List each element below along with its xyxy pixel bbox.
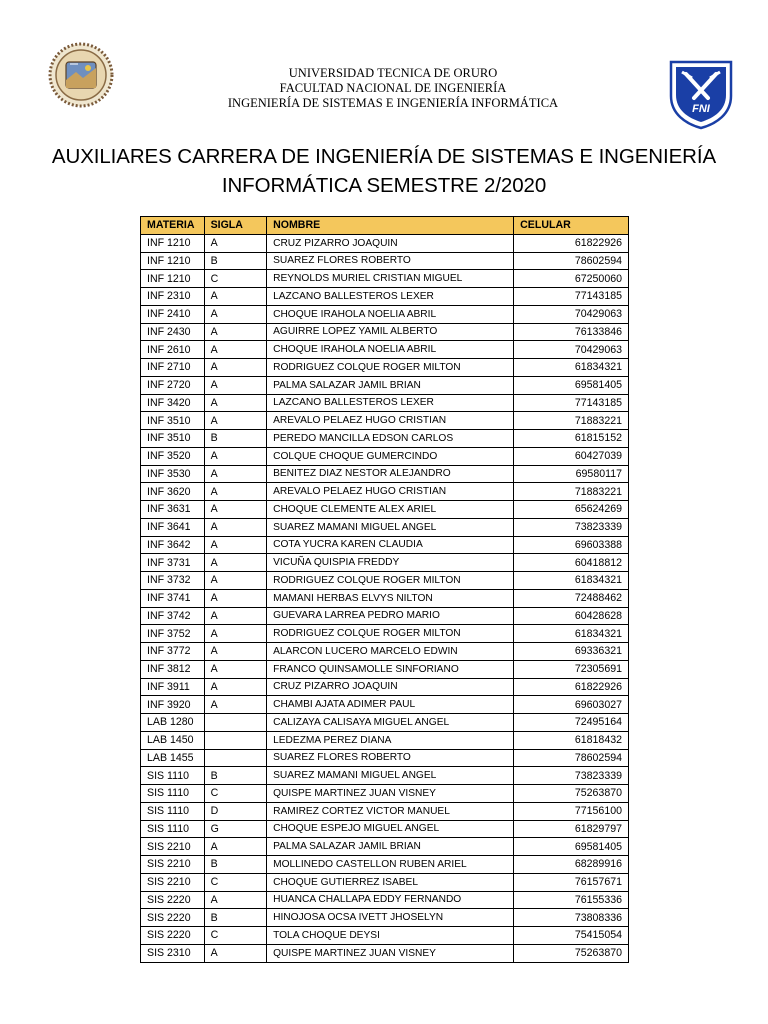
cell-sigla: C bbox=[204, 270, 267, 288]
cell-sigla: A bbox=[204, 643, 267, 661]
cell-materia: SIS 2310 bbox=[141, 944, 205, 962]
cell-celular: 71883221 bbox=[514, 412, 629, 430]
table-row bbox=[141, 554, 629, 572]
cell-sigla bbox=[204, 731, 267, 749]
university-seal-icon bbox=[48, 42, 114, 108]
cell-sigla: A bbox=[204, 305, 267, 323]
cell-sigla: A bbox=[204, 323, 267, 341]
cell-celular: 72488462 bbox=[514, 589, 629, 607]
cell-celular: 61815152 bbox=[514, 430, 629, 448]
cell-materia: INF 3731 bbox=[141, 554, 205, 572]
table-row bbox=[141, 927, 629, 945]
cell-materia: INF 3642 bbox=[141, 536, 205, 554]
cell-celular: 76133846 bbox=[514, 323, 629, 341]
cell-celular: 75263870 bbox=[514, 785, 629, 803]
cell-celular: 60427039 bbox=[514, 447, 629, 465]
cell-celular: 73823339 bbox=[514, 518, 629, 536]
cell-celular: 78602594 bbox=[514, 252, 629, 270]
cell-nombre: COLQUE CHOQUE GUMERCINDO bbox=[267, 447, 514, 465]
fni-shield-icon bbox=[668, 58, 734, 130]
table-row bbox=[141, 944, 629, 962]
header-celular: CELULAR bbox=[514, 217, 629, 235]
cell-sigla: A bbox=[204, 696, 267, 714]
cell-sigla: C bbox=[204, 873, 267, 891]
cell-materia: SIS 1110 bbox=[141, 785, 205, 803]
table-row bbox=[141, 536, 629, 554]
cell-sigla: A bbox=[204, 518, 267, 536]
header-sigla: SIGLA bbox=[204, 217, 267, 235]
document-title bbox=[30, 142, 738, 200]
cell-celular: 77143185 bbox=[514, 394, 629, 412]
cell-nombre: CALIZAYA CALISAYA MIGUEL ANGEL bbox=[267, 714, 514, 732]
cell-materia: SIS 2210 bbox=[141, 873, 205, 891]
cell-materia: INF 3631 bbox=[141, 501, 205, 519]
cell-nombre: CHOQUE IRAHOLA NOELIA ABRIL bbox=[267, 305, 514, 323]
cell-celular: 61834321 bbox=[514, 625, 629, 643]
cell-celular: 61822926 bbox=[514, 678, 629, 696]
assistants-table bbox=[140, 216, 629, 963]
cell-materia: SIS 2210 bbox=[141, 838, 205, 856]
cell-materia: LAB 1280 bbox=[141, 714, 205, 732]
cell-nombre: BENITEZ DIAZ NESTOR ALEJANDRO bbox=[267, 465, 514, 483]
cell-sigla: A bbox=[204, 341, 267, 359]
table-row bbox=[141, 270, 629, 288]
cell-materia: SIS 1110 bbox=[141, 802, 205, 820]
cell-sigla: C bbox=[204, 785, 267, 803]
cell-sigla: B bbox=[204, 767, 267, 785]
cell-nombre: RODRIGUEZ COLQUE ROGER MILTON bbox=[267, 625, 514, 643]
cell-materia: INF 2430 bbox=[141, 323, 205, 341]
cell-celular: 60418812 bbox=[514, 554, 629, 572]
cell-nombre: GUEVARA LARREA PEDRO MARIO bbox=[267, 607, 514, 625]
cell-materia: INF 2310 bbox=[141, 288, 205, 306]
cell-nombre: RODRIGUEZ COLQUE ROGER MILTON bbox=[267, 572, 514, 590]
cell-materia: INF 3920 bbox=[141, 696, 205, 714]
cell-sigla: A bbox=[204, 465, 267, 483]
cell-sigla: C bbox=[204, 927, 267, 945]
cell-sigla: A bbox=[204, 660, 267, 678]
cell-materia: INF 1210 bbox=[141, 252, 205, 270]
cell-materia: LAB 1455 bbox=[141, 749, 205, 767]
cell-sigla: A bbox=[204, 483, 267, 501]
cell-celular: 78602594 bbox=[514, 749, 629, 767]
table-row bbox=[141, 483, 629, 501]
cell-celular: 61818432 bbox=[514, 731, 629, 749]
cell-sigla: A bbox=[204, 589, 267, 607]
cell-nombre: LAZCANO BALLESTEROS LEXER bbox=[267, 394, 514, 412]
cell-materia: INF 3620 bbox=[141, 483, 205, 501]
cell-materia: INF 3510 bbox=[141, 430, 205, 448]
title-line-2: INFORMÁTICA SEMESTRE 2/2020 bbox=[221, 174, 547, 197]
cell-materia: INF 3641 bbox=[141, 518, 205, 536]
cell-sigla: G bbox=[204, 820, 267, 838]
header-nombre: NOMBRE bbox=[267, 217, 514, 235]
cell-celular: 68289916 bbox=[514, 856, 629, 874]
cell-sigla: B bbox=[204, 909, 267, 927]
shield-label: FNI bbox=[692, 103, 710, 115]
cell-celular: 75415054 bbox=[514, 927, 629, 945]
table-row bbox=[141, 465, 629, 483]
cell-celular: 61822926 bbox=[514, 234, 629, 252]
cell-sigla: A bbox=[204, 536, 267, 554]
table-row bbox=[141, 589, 629, 607]
cell-nombre: TOLA CHOQUE DEYSI bbox=[267, 927, 514, 945]
cell-materia: INF 3530 bbox=[141, 465, 205, 483]
cell-nombre: FRANCO QUINSAMOLLE SINFORIANO bbox=[267, 660, 514, 678]
table-row bbox=[141, 394, 629, 412]
cell-nombre: HUANCA CHALLAPA EDDY FERNANDO bbox=[267, 891, 514, 909]
cell-sigla: A bbox=[204, 625, 267, 643]
university-name: UNIVERSIDAD TECNICA DE ORURO bbox=[288, 66, 498, 80]
cell-nombre: QUISPE MARTINEZ JUAN VISNEY bbox=[267, 944, 514, 962]
cell-nombre: LEDEZMA PEREZ DIANA bbox=[267, 731, 514, 749]
cell-nombre: PEREDO MANCILLA EDSON CARLOS bbox=[267, 430, 514, 448]
cell-sigla: A bbox=[204, 447, 267, 465]
cell-materia: INF 3812 bbox=[141, 660, 205, 678]
table-row bbox=[141, 856, 629, 874]
cell-sigla: A bbox=[204, 607, 267, 625]
cell-sigla: A bbox=[204, 288, 267, 306]
cell-celular: 69580117 bbox=[514, 465, 629, 483]
cell-celular: 76157671 bbox=[514, 873, 629, 891]
cell-sigla: A bbox=[204, 554, 267, 572]
cell-nombre: SUAREZ MAMANI MIGUEL ANGEL bbox=[267, 518, 514, 536]
table-row bbox=[141, 572, 629, 590]
cell-nombre: CHAMBI AJATA ADIMER PAUL bbox=[267, 696, 514, 714]
cell-celular: 69603388 bbox=[514, 536, 629, 554]
table-row bbox=[141, 678, 629, 696]
cell-nombre: SUAREZ FLORES ROBERTO bbox=[267, 252, 514, 270]
cell-materia: INF 3911 bbox=[141, 678, 205, 696]
table-row bbox=[141, 802, 629, 820]
table-row bbox=[141, 891, 629, 909]
cell-sigla: A bbox=[204, 501, 267, 519]
table-row bbox=[141, 447, 629, 465]
cell-materia: INF 1210 bbox=[141, 270, 205, 288]
cell-materia: INF 1210 bbox=[141, 234, 205, 252]
table-row bbox=[141, 252, 629, 270]
cell-nombre: AREVALO PELAEZ HUGO CRISTIAN bbox=[267, 483, 514, 501]
table-row bbox=[141, 607, 629, 625]
table-row bbox=[141, 643, 629, 661]
cell-materia: SIS 2220 bbox=[141, 927, 205, 945]
institution-header bbox=[150, 66, 636, 111]
cell-nombre: RODRIGUEZ COLQUE ROGER MILTON bbox=[267, 359, 514, 377]
cell-nombre: CHOQUE ESPEJO MIGUEL ANGEL bbox=[267, 820, 514, 838]
cell-nombre: QUISPE MARTINEZ JUAN VISNEY bbox=[267, 785, 514, 803]
cell-nombre: AGUIRRE LOPEZ YAMIL ALBERTO bbox=[267, 323, 514, 341]
cell-sigla: B bbox=[204, 252, 267, 270]
cell-materia: INF 3732 bbox=[141, 572, 205, 590]
cell-nombre: REYNOLDS MURIEL CRISTIAN MIGUEL bbox=[267, 270, 514, 288]
table-row bbox=[141, 288, 629, 306]
cell-nombre: PALMA SALAZAR JAMIL BRIAN bbox=[267, 838, 514, 856]
cell-materia: INF 3510 bbox=[141, 412, 205, 430]
cell-sigla: A bbox=[204, 394, 267, 412]
cell-nombre: CHOQUE IRAHOLA NOELIA ABRIL bbox=[267, 341, 514, 359]
cell-nombre: COTA YUCRA KAREN CLAUDIA bbox=[267, 536, 514, 554]
cell-materia: SIS 2220 bbox=[141, 891, 205, 909]
cell-nombre: HINOJOSA OCSA IVETT JHOSELYN bbox=[267, 909, 514, 927]
cell-celular: 70429063 bbox=[514, 341, 629, 359]
table-row bbox=[141, 785, 629, 803]
table-row bbox=[141, 430, 629, 448]
cell-materia: INF 2720 bbox=[141, 376, 205, 394]
cell-celular: 76155336 bbox=[514, 891, 629, 909]
cell-nombre: MAMANI HERBAS ELVYS NILTON bbox=[267, 589, 514, 607]
cell-celular: 69603027 bbox=[514, 696, 629, 714]
table-header-row bbox=[141, 217, 629, 235]
cell-sigla: A bbox=[204, 376, 267, 394]
cell-celular: 65624269 bbox=[514, 501, 629, 519]
table-row bbox=[141, 838, 629, 856]
cell-celular: 77143185 bbox=[514, 288, 629, 306]
cell-celular: 77156100 bbox=[514, 802, 629, 820]
table-row bbox=[141, 714, 629, 732]
program-name: INGENIERÍA DE SISTEMAS E INGENIERÍA INFORMÁTICA bbox=[227, 96, 559, 110]
cell-materia: SIS 1110 bbox=[141, 767, 205, 785]
cell-nombre: CHOQUE CLEMENTE ALEX ARIEL bbox=[267, 501, 514, 519]
cell-materia: INF 3520 bbox=[141, 447, 205, 465]
cell-celular: 70429063 bbox=[514, 305, 629, 323]
table-row bbox=[141, 501, 629, 519]
table-row bbox=[141, 660, 629, 678]
cell-sigla: A bbox=[204, 412, 267, 430]
cell-celular: 72495164 bbox=[514, 714, 629, 732]
cell-materia: INF 2410 bbox=[141, 305, 205, 323]
cell-nombre: MOLLINEDO CASTELLON RUBEN ARIEL bbox=[267, 856, 514, 874]
cell-nombre: PALMA SALAZAR JAMIL BRIAN bbox=[267, 376, 514, 394]
table-row bbox=[141, 625, 629, 643]
table-row bbox=[141, 323, 629, 341]
cell-nombre: VICUÑA QUISPIA FREDDY bbox=[267, 554, 514, 572]
cell-nombre: CRUZ PIZARRO JOAQUIN bbox=[267, 678, 514, 696]
cell-celular: 61834321 bbox=[514, 359, 629, 377]
cell-sigla: A bbox=[204, 678, 267, 696]
cell-sigla: A bbox=[204, 572, 267, 590]
cell-nombre: ALARCON LUCERO MARCELO EDWIN bbox=[267, 643, 514, 661]
cell-nombre: SUAREZ MAMANI MIGUEL ANGEL bbox=[267, 767, 514, 785]
cell-celular: 67250060 bbox=[514, 270, 629, 288]
table-row bbox=[141, 767, 629, 785]
cell-celular: 61834321 bbox=[514, 572, 629, 590]
table-body bbox=[141, 234, 629, 962]
cell-celular: 61829797 bbox=[514, 820, 629, 838]
cell-sigla bbox=[204, 714, 267, 732]
table-row bbox=[141, 820, 629, 838]
cell-sigla: A bbox=[204, 838, 267, 856]
table-row bbox=[141, 341, 629, 359]
cell-celular: 69581405 bbox=[514, 838, 629, 856]
cell-celular: 73808336 bbox=[514, 909, 629, 927]
table-row bbox=[141, 749, 629, 767]
faculty-name: FACULTAD NACIONAL DE INGENIERÍA bbox=[279, 81, 507, 95]
cell-sigla: A bbox=[204, 359, 267, 377]
cell-materia: INF 3752 bbox=[141, 625, 205, 643]
cell-materia: INF 3420 bbox=[141, 394, 205, 412]
table-row bbox=[141, 305, 629, 323]
header-materia: MATERIA bbox=[141, 217, 205, 235]
cell-nombre: SUAREZ FLORES ROBERTO bbox=[267, 749, 514, 767]
cell-sigla: B bbox=[204, 430, 267, 448]
cell-sigla: A bbox=[204, 234, 267, 252]
cell-celular: 72305691 bbox=[514, 660, 629, 678]
cell-materia: SIS 2210 bbox=[141, 856, 205, 874]
cell-celular: 69581405 bbox=[514, 376, 629, 394]
table-row bbox=[141, 731, 629, 749]
cell-sigla: D bbox=[204, 802, 267, 820]
cell-materia: SIS 2220 bbox=[141, 909, 205, 927]
cell-celular: 75263870 bbox=[514, 944, 629, 962]
cell-materia: INF 3741 bbox=[141, 589, 205, 607]
table-row bbox=[141, 909, 629, 927]
cell-sigla bbox=[204, 749, 267, 767]
cell-nombre: LAZCANO BALLESTEROS LEXER bbox=[267, 288, 514, 306]
cell-nombre: CHOQUE GUTIERREZ ISABEL bbox=[267, 873, 514, 891]
table-row bbox=[141, 873, 629, 891]
cell-materia: INF 2710 bbox=[141, 359, 205, 377]
cell-nombre: AREVALO PELAEZ HUGO CRISTIAN bbox=[267, 412, 514, 430]
cell-celular: 60428628 bbox=[514, 607, 629, 625]
cell-celular: 69336321 bbox=[514, 643, 629, 661]
cell-materia: INF 3772 bbox=[141, 643, 205, 661]
cell-materia: LAB 1450 bbox=[141, 731, 205, 749]
cell-sigla: B bbox=[204, 856, 267, 874]
title-line-1: AUXILIARES CARRERA DE INGENIERÍA DE SISTEMAS E INGENIERÍA bbox=[51, 145, 717, 168]
cell-materia: INF 2610 bbox=[141, 341, 205, 359]
cell-celular: 71883221 bbox=[514, 483, 629, 501]
cell-materia: SIS 1110 bbox=[141, 820, 205, 838]
table-row bbox=[141, 696, 629, 714]
table-row bbox=[141, 359, 629, 377]
cell-nombre: CRUZ PIZARRO JOAQUIN bbox=[267, 234, 514, 252]
table-row bbox=[141, 518, 629, 536]
cell-celular: 73823339 bbox=[514, 767, 629, 785]
cell-materia: INF 3742 bbox=[141, 607, 205, 625]
table-row bbox=[141, 376, 629, 394]
cell-sigla: A bbox=[204, 944, 267, 962]
cell-sigla: A bbox=[204, 891, 267, 909]
table-row bbox=[141, 412, 629, 430]
cell-nombre: RAMIREZ CORTEZ VICTOR MANUEL bbox=[267, 802, 514, 820]
table-row bbox=[141, 234, 629, 252]
